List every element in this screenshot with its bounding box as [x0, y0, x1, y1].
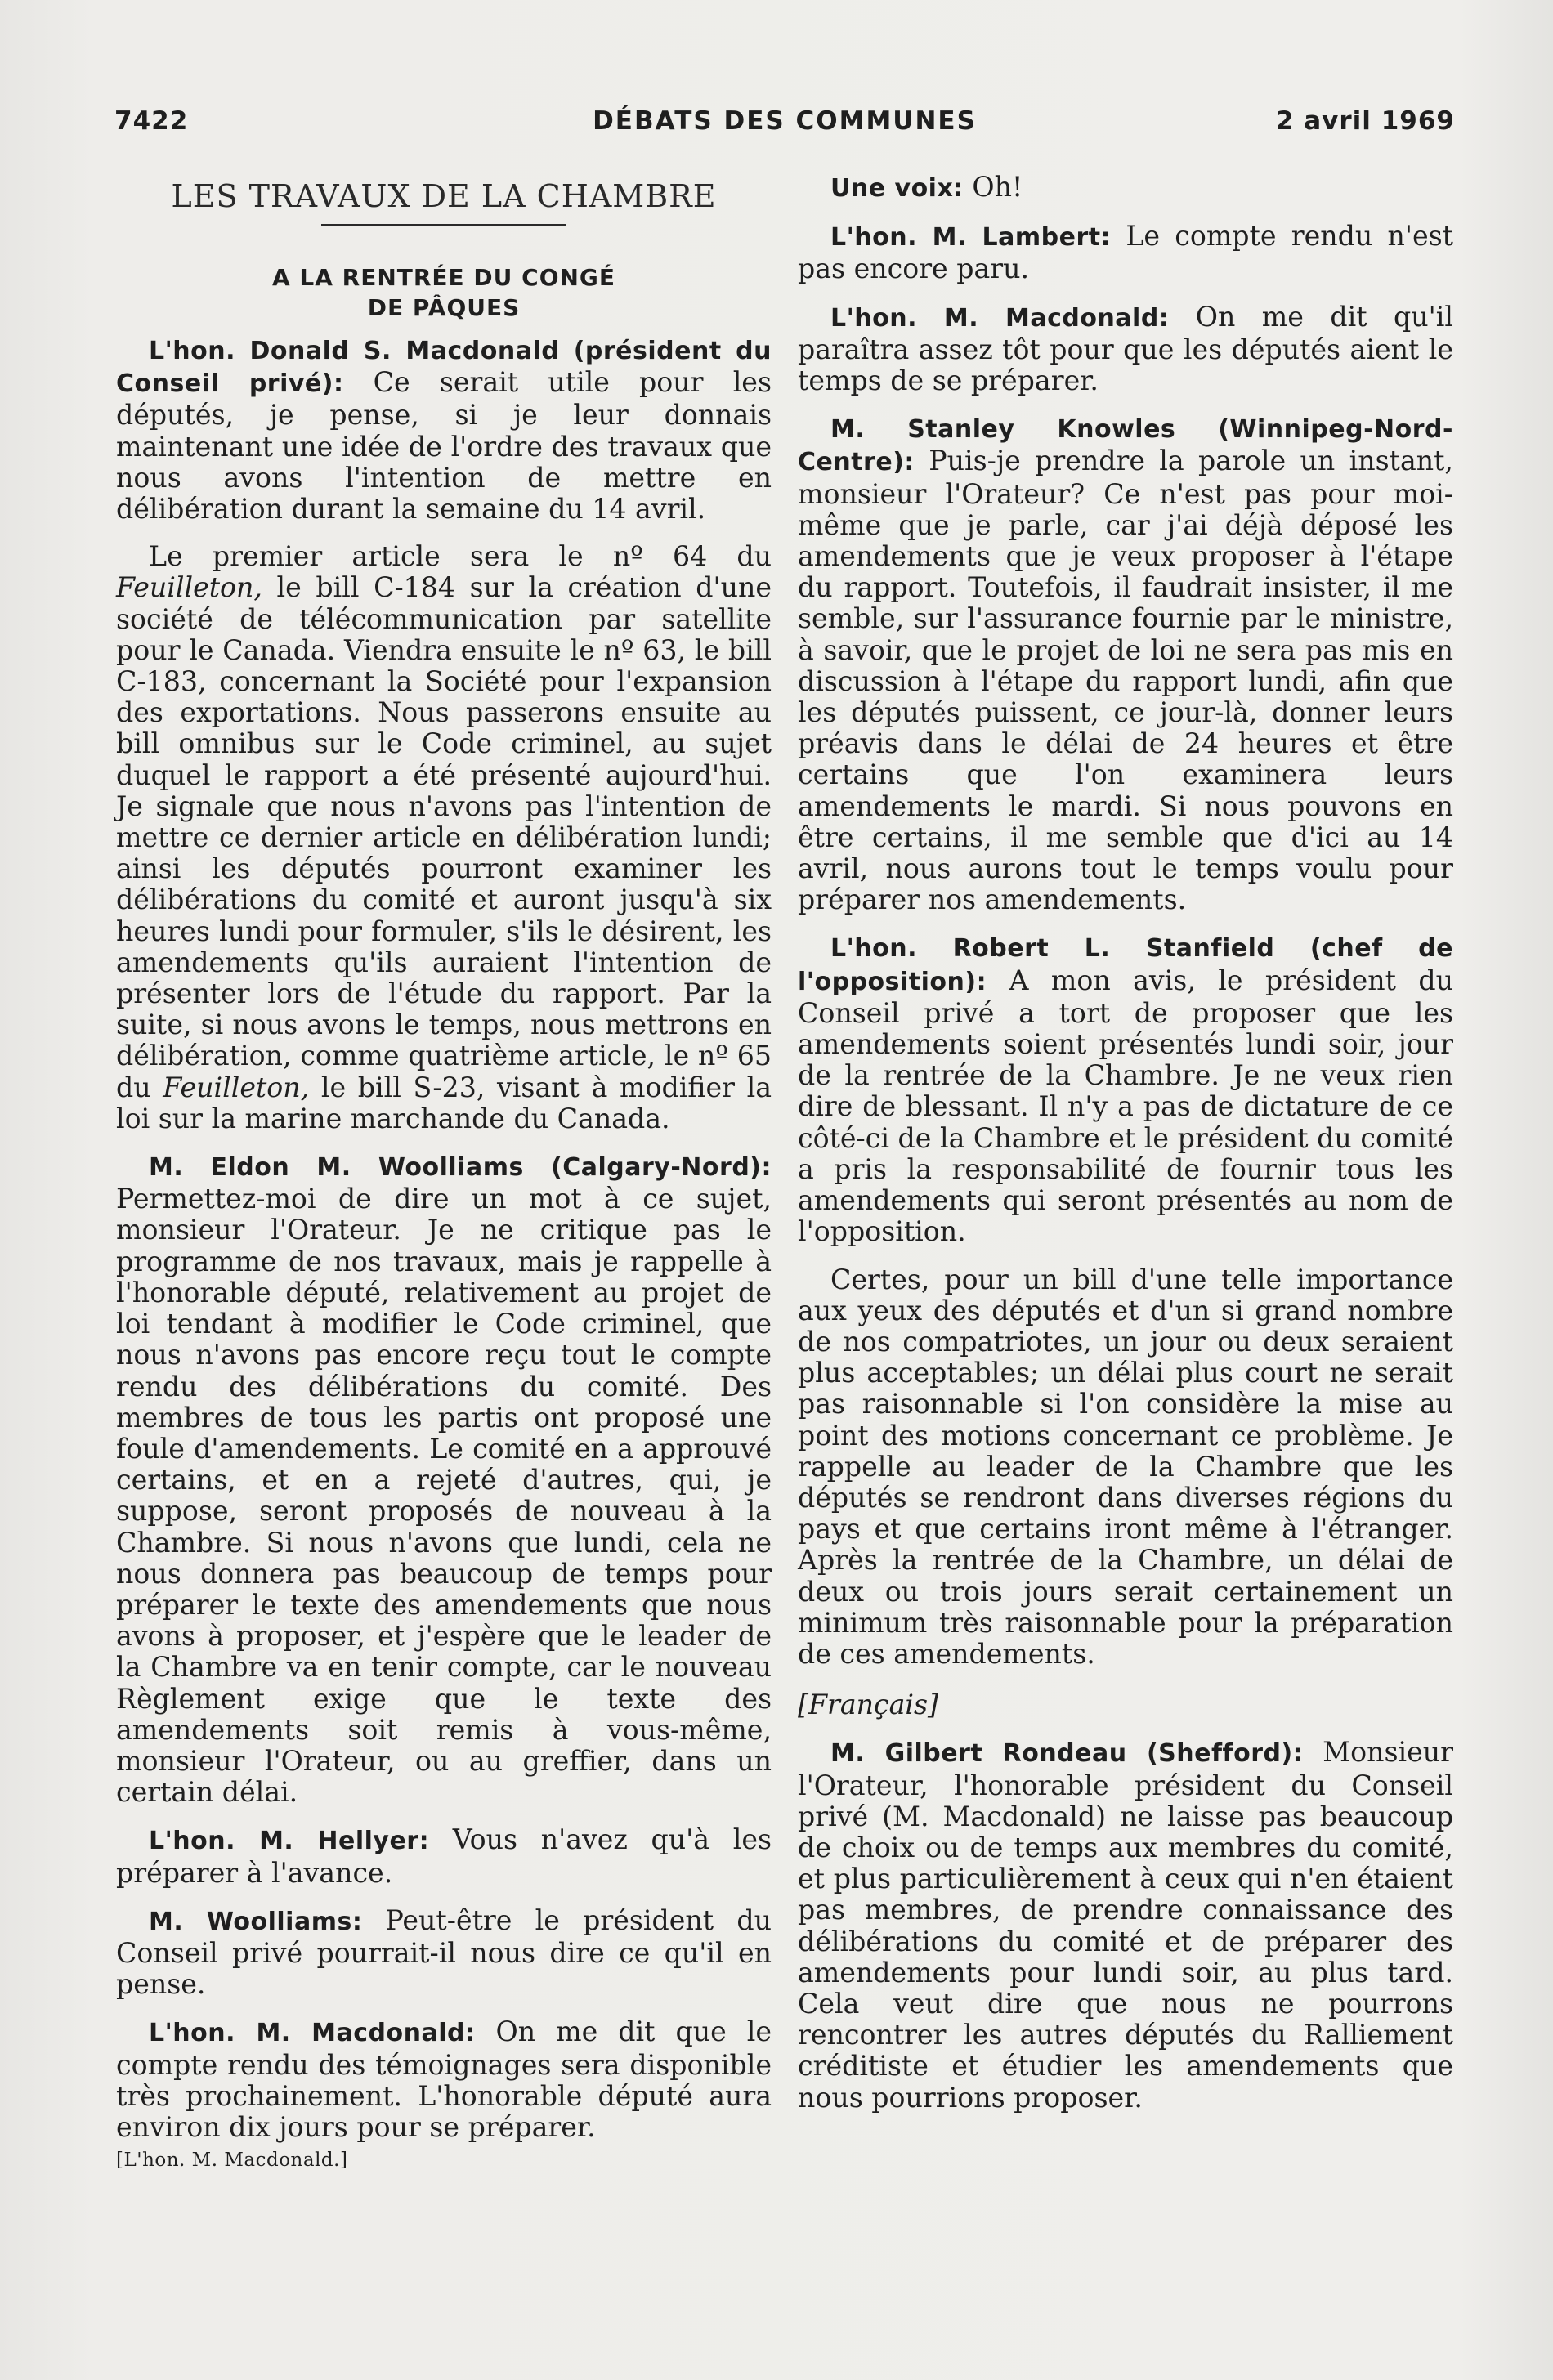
- speech-text: Permettez-moi de dire un mot à ce sujet, monsieur l'Orateur. Je ne critique pas le programme de nos travaux, mais je rappelle à l'honorable député, relativement au projet de loi tendant à modifier le Code criminel, que nous n'avons pas encore reçu tout le compte rendu des délibérations du comité. Des membres de tous les partis ont proposé une foule d'amendements. Le comité en a approuvé certains, et en a rejeté d'autres, qui, je suppose, seront proposés de nouveau à la Chambre. Si nous n'avons que lundi, cela ne nous donnera pas beaucoup de temps pour préparer le texte des amendements que nous avons à proposer, et j'espère que le leader de la Chambre va en tenir compte, car le nouveau Règlement exige que le texte des amendements soit remis à vous-même, monsieur l'Orateur, ou au greffier, dans un certain délai.: [116, 1183, 772, 1809]
- speech-text: Le premier article sera le nº 64 du: [149, 540, 772, 573]
- issue-date: 2 avril 1969: [1275, 106, 1455, 136]
- speech-hellyer: [116, 1824, 772, 1888]
- speaker-name: Une voix:: [830, 174, 964, 203]
- speaker-name: L'hon. Robert L. Stanfield (chef de l'opposition):: [798, 934, 1453, 996]
- speech-stanfield-2: Certes, pour un bill d'une telle importance aux yeux des députés et d'un si grand nombre de nos compatriotes, un jour ou deux seraient plus acceptables; un délai plus court ne serait pas raisonnable si l'on considère la mise au point des motions concernant ce problème. Je rappelle au leader de la Chambre que les députés se rendront dans diverses régions du pays et que certains iront même à l'étranger. Après la rentrée de la Chambre, un délai de deux ou trois jours serait certainement un minimum très raisonnable pour la préparation de ces amendements.: [798, 1263, 1453, 1670]
- subtitle-line-1: A LA RENTRÉE DU CONGÉ: [271, 264, 616, 291]
- page-number: 7422: [114, 106, 189, 136]
- speech-macdonald-3: [116, 2016, 772, 2143]
- publication-title: DÉBATS DES COMMUNES: [593, 106, 977, 136]
- speech-text: A mon avis, le président du Conseil privé a tort de proposer que les amendements soient présentés lundi soir, jour de la rentrée de la Chambre. Je ne veux rien dire de blessant. Il n'y a pas de dictature de ce côté-ci de la Chambre et le président du comité a pris la responsabilité de fournir tous les amendements qui seront présentés au nom de l'opposition.: [798, 964, 1453, 1248]
- language-tag: [Français]: [798, 1689, 938, 1721]
- speech-text: On me dit que le compte rendu des témoignages sera disponible très prochainement. L'honorable député aura environ dix jours pour se préparer.: [116, 2015, 772, 2143]
- speaker-name: M. Stanley Knowles (Winnipeg-Nord-Centre):: [798, 415, 1453, 477]
- right-column: [798, 172, 1453, 2130]
- speech-rondeau: [798, 1737, 1453, 2113]
- speech-macdonald-4: [798, 302, 1453, 397]
- speech-text: Le compte rendu n'est pas encore paru.: [798, 220, 1453, 285]
- speaker-name: M. Gilbert Rondeau (Shefford):: [830, 1739, 1304, 1769]
- speaker-name: L'hon. M. Macdonald:: [830, 303, 1170, 333]
- section-subtitle: [116, 262, 772, 323]
- speech-text: Monsieur l'Orateur, l'honorable président du Conseil privé (M. Macdonald) ne laisse pas beaucoup de choix ou de temps aux membres du comité, et plus particulièrement à ceux qui n'en étaient pas membres, de prendre connaissance des délibérations du comité et de préparer des amendements pour lundi soir, au plus tard. Cela veut dire que nous ne pourrons rencontrer les autres députés du Ralliement créditiste et étudier les amendements que nous pourrions proposer.: [798, 1736, 1453, 2114]
- speaker-name: L'hon. M. Hellyer:: [149, 1827, 430, 1856]
- running-header: [114, 106, 1455, 147]
- speech-text: Peut-être le président du Conseil privé pourrait-il nous dire ce qu'il en pense.: [116, 1904, 772, 2001]
- speech-text: Ce serait utile pour les députés, je pense, si je leur donnais maintenant une idée de l'ordre des travaux que nous avons l'intention de mettre en délibération durant la semaine du 14 avril.: [116, 366, 772, 526]
- speech-voice: [798, 172, 1453, 204]
- speech-text: le bill C-184 sur la création d'une société de télécommunication par satellite pour le Canada. Viendra ensuite le nº 63, le bill C-183, concernant la Société pour l'expansion des exportations. Nous passerons ensuite au bill omnibus sur le Code criminel, au sujet duquel le rapport a été présenté aujourd'hui. Je signale que nous n'avons pas l'intention de mettre ce dernier article en délibération lundi; ainsi les députés pourront examiner les délibérations du comité et auront jusqu'à six heures lundi pour formuler, s'ils le désirent, les amendements qu'ils auraient l'intention de présenter lors de l'étude du rapport. Par la suite, si nous avons le temps, nous mettrons en délibération, comme quatrième article, le nº 65 du: [116, 571, 772, 1103]
- italic-term: Feuilleton,: [163, 1071, 310, 1103]
- left-column: [116, 172, 772, 2189]
- speaker-name: M. Eldon M. Woolliams (Calgary-Nord):: [149, 1153, 772, 1183]
- subtitle-line-2: DE PÂQUES: [367, 294, 521, 321]
- italic-term: Feuilleton,: [116, 571, 262, 604]
- speech-text: le bill S-23, visant à modifier la loi sur la marine marchande du Canada.: [116, 1071, 772, 1134]
- speech-knowles: [798, 413, 1453, 915]
- footer-reference: [L'hon. M. Macdonald.]: [116, 2150, 348, 2172]
- speaker-name: L'hon. M. Macdonald:: [149, 2019, 476, 2048]
- speech-macdonald-1: [116, 334, 772, 525]
- speech-text: Vous n'avez qu'à les préparer à l'avance.: [116, 1823, 772, 1889]
- speech-macdonald-2: [116, 541, 772, 1134]
- speech-text: Oh!: [963, 171, 1023, 203]
- title-rule: [321, 224, 566, 226]
- speaker-name: L'hon. M. Lambert:: [830, 223, 1112, 253]
- speech-woolliams-2: [116, 1905, 772, 2001]
- speaker-name: L'hon. Donald S. Macdonald (président du Conseil privé):: [116, 337, 772, 399]
- speech-lambert: [798, 221, 1453, 284]
- section-title: LES TRAVAUX DE LA CHAMBRE: [171, 178, 717, 214]
- speech-stanfield-1: [798, 932, 1453, 1247]
- speech-text: On me dit qu'il paraîtra assez tôt pour que les députés aient le temps de se préparer.: [798, 300, 1454, 397]
- speech-woolliams-1: [116, 1151, 772, 1808]
- speech-text: Puis-je prendre la parole un instant, monsieur l'Orateur? Ce n'est pas pour moi-même que je parle, car j'ai déjà déposé les amendements que je veux proposer à l'étape du rapport. Toutefois, il faudrait insister, il me semble, sur l'assurance fournie par le ministre, à savoir, que le projet de loi ne sera pas mis en discussion à l'étape du rapport lundi, afin que les députés puissent, ce jour-là, donner leurs préavis dans le délai de 24 heures et être certains que l'on examinera leurs amendements le mardi. Si nous pouvons en être certains, il me semble que d'ici au 14 avril, nous aurons tout le temps voulu pour préparer nos amendements.: [798, 445, 1453, 916]
- speaker-name: M. Woolliams:: [149, 1907, 363, 1936]
